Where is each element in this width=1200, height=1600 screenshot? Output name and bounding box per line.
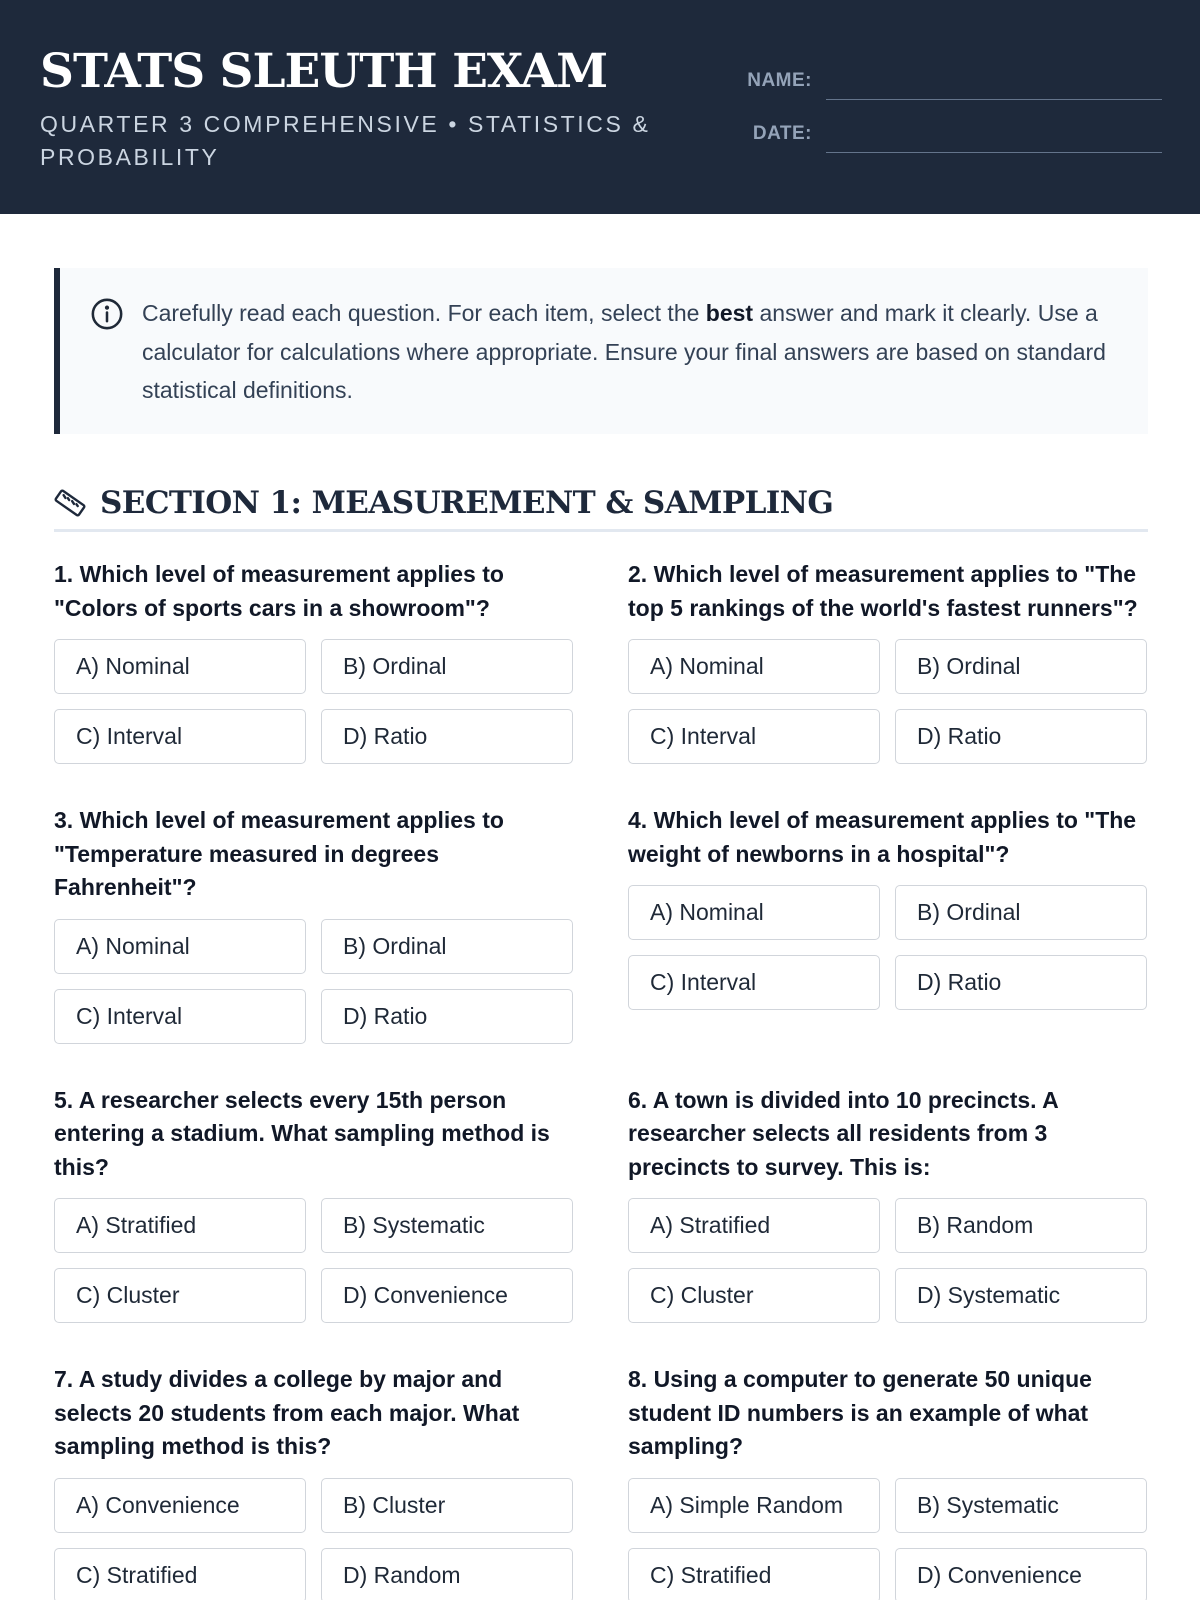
answer-option-b[interactable]: B) Ordinal xyxy=(321,639,573,694)
answer-option-c[interactable]: C) Interval xyxy=(54,989,306,1044)
answer-options xyxy=(54,919,574,1044)
answer-option-b[interactable]: B) Random xyxy=(895,1198,1147,1253)
question-text: 8. Using a computer to generate 50 unique student ID numbers is an example of what sampling? xyxy=(628,1366,1092,1459)
question-text: 1. Which level of measurement applies to "Colors of sports cars in a showroom"? xyxy=(54,561,504,621)
section-title: SECTION 1: MEASUREMENT & SAMPLING xyxy=(100,484,834,521)
answer-option-a[interactable]: A) Nominal xyxy=(628,639,880,694)
answer-option-a[interactable]: A) Convenience xyxy=(54,1478,306,1533)
instructions-text-bold: best xyxy=(705,300,754,326)
question-4 xyxy=(628,804,1148,1044)
name-label: NAME: xyxy=(747,70,812,91)
date-input-line[interactable] xyxy=(826,115,1162,153)
answer-option-b[interactable]: B) Cluster xyxy=(321,1478,573,1533)
answer-options xyxy=(54,639,574,764)
exam-subtitle: QUARTER 3 COMPREHENSIVE • STATISTICS & PROBABILITY xyxy=(40,111,651,170)
question-text: 3. Which level of measurement applies to "Temperature measured in degrees Fahrenheit"? xyxy=(54,807,504,900)
exam-header xyxy=(0,0,1200,214)
section-heading xyxy=(54,480,1148,532)
question-5 xyxy=(54,1084,574,1324)
answer-option-c[interactable]: C) Stratified xyxy=(54,1548,306,1600)
answer-option-b[interactable]: B) Ordinal xyxy=(895,885,1147,940)
answer-option-d[interactable]: D) Convenience xyxy=(895,1548,1147,1600)
question-text: 6. A town is divided into 10 precincts. A researcher selects all residents from 3 precincts to survey. This is: xyxy=(628,1086,1058,1180)
ruler-icon xyxy=(54,487,86,519)
answer-option-c[interactable]: C) Cluster xyxy=(628,1268,880,1323)
answer-options xyxy=(628,1198,1148,1323)
instructions-text-before: Carefully read each question. For each item, select the xyxy=(142,300,706,326)
instructions-text-after: answer and mark it clearly. Use a calculator for calculations where appropriate. Ensure your final answers are based on standard statistical definitions. xyxy=(142,300,1106,403)
answer-option-b[interactable]: B) Ordinal xyxy=(321,919,573,974)
answer-option-d[interactable]: D) Ratio xyxy=(895,709,1147,764)
answer-option-c[interactable]: C) Cluster xyxy=(54,1268,306,1323)
answer-option-b[interactable]: B) Ordinal xyxy=(895,639,1147,694)
answer-option-a[interactable]: A) Nominal xyxy=(54,639,306,694)
answer-option-c[interactable]: C) Interval xyxy=(628,955,880,1010)
name-field-row xyxy=(740,60,1162,100)
exam-content xyxy=(0,214,1200,1600)
answer-option-d[interactable]: D) Systematic xyxy=(895,1268,1147,1323)
answer-options xyxy=(628,639,1148,764)
answer-options xyxy=(628,1478,1148,1600)
question-grid xyxy=(54,558,1148,1600)
answer-options xyxy=(54,1198,574,1323)
instructions-notice xyxy=(54,268,1148,434)
answer-option-a[interactable]: A) Simple Random xyxy=(628,1478,880,1533)
answer-option-a[interactable]: A) Nominal xyxy=(54,919,306,974)
answer-option-d[interactable]: D) Random xyxy=(321,1548,573,1600)
question-7 xyxy=(54,1363,574,1600)
name-input-line[interactable] xyxy=(826,62,1162,100)
answer-option-d[interactable]: D) Ratio xyxy=(321,989,573,1044)
question-8 xyxy=(628,1363,1148,1600)
answer-option-c[interactable]: C) Interval xyxy=(54,709,306,764)
question-2 xyxy=(628,558,1148,764)
question-text: 7. A study divides a college by major and selects 20 students from each major. What sampling method is this? xyxy=(54,1366,520,1459)
instructions-text xyxy=(142,294,1124,434)
answer-option-b[interactable]: B) Systematic xyxy=(321,1198,573,1253)
date-label: DATE: xyxy=(752,123,812,144)
question-6 xyxy=(628,1084,1148,1324)
student-fields xyxy=(740,60,1162,166)
answer-options xyxy=(54,1478,574,1600)
answer-option-b[interactable]: B) Systematic xyxy=(895,1478,1147,1533)
exam-title: STATS SLEUTH EXAM xyxy=(40,44,608,99)
question-text: 4. Which level of measurement applies to "The weight of newborns in a hospital"? xyxy=(628,807,1137,867)
question-1 xyxy=(54,558,574,764)
question-text: 5. A researcher selects every 15th person entering a stadium. What sampling method is this? xyxy=(54,1086,550,1180)
date-field-row xyxy=(740,113,1162,153)
answer-option-a[interactable]: A) Nominal xyxy=(628,885,880,940)
answer-option-d[interactable]: D) Convenience xyxy=(321,1268,573,1323)
answer-option-d[interactable]: D) Ratio xyxy=(321,709,573,764)
info-icon xyxy=(90,297,124,331)
answer-option-a[interactable]: A) Stratified xyxy=(628,1198,880,1253)
question-text: 2. Which level of measurement applies to "The top 5 rankings of the world's fastest runners"? xyxy=(628,561,1138,621)
answer-options xyxy=(628,885,1148,1010)
question-3 xyxy=(54,804,574,1044)
answer-option-a[interactable]: A) Stratified xyxy=(54,1198,306,1253)
answer-option-d[interactable]: D) Ratio xyxy=(895,955,1147,1010)
answer-option-c[interactable]: C) Interval xyxy=(628,709,880,764)
answer-option-c[interactable]: C) Stratified xyxy=(628,1548,880,1600)
